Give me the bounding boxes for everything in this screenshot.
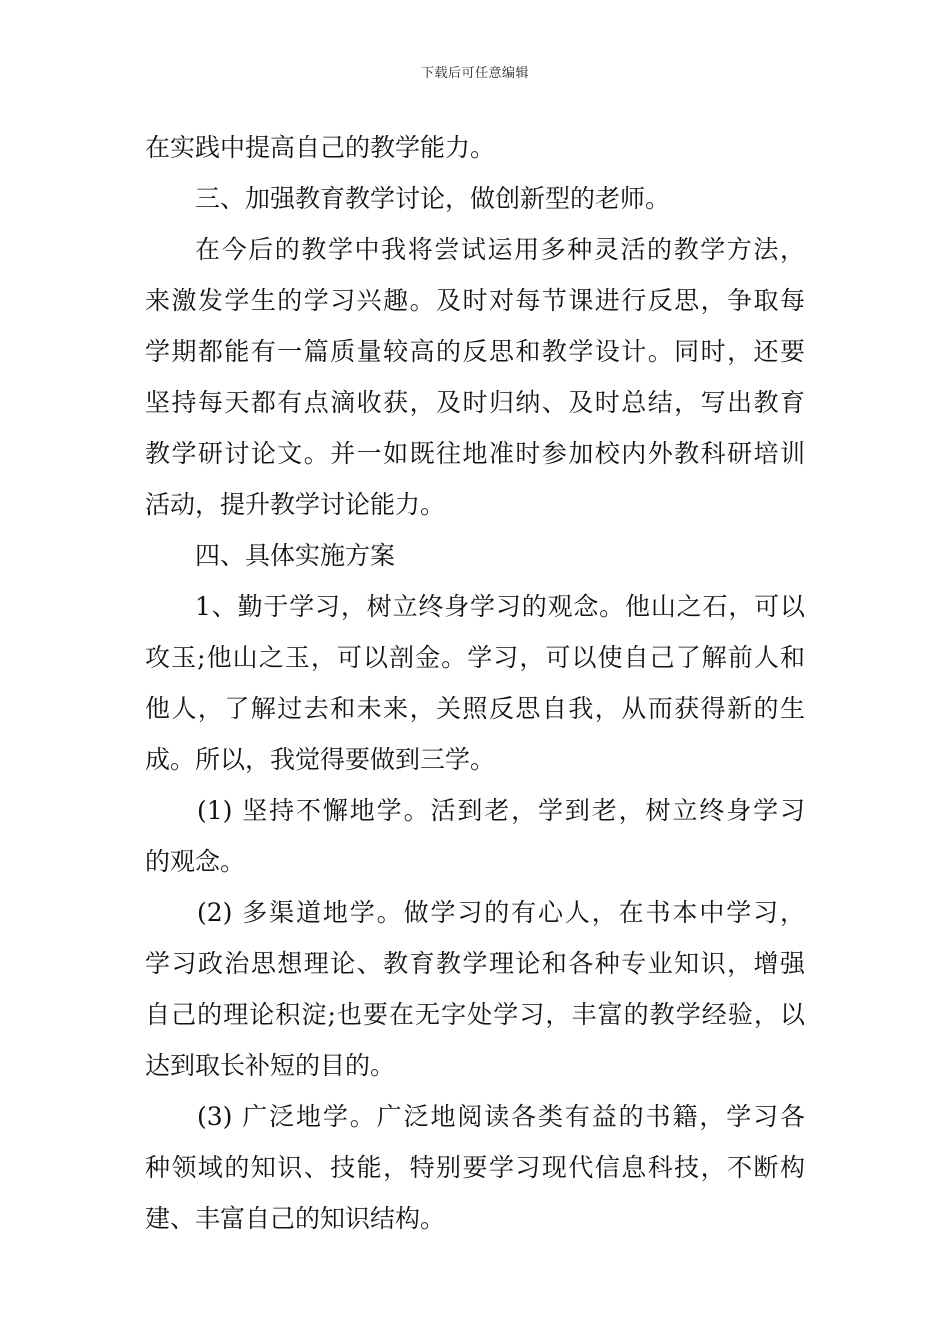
paragraph-line: 坚持每天都有点滴收获，及时归纳、及时总结，写出教育 [145, 388, 805, 417]
paragraph-line: 自己的理论积淀;也要在无字处学习，丰富的教学经验，以 [145, 1000, 805, 1029]
paragraph-line: 来激发学生的学习兴趣。及时对每节课进行反思，争取每 [145, 286, 805, 315]
sub-item-3: (3) 广泛地学。广泛地阅读各类有益的书籍，学习各 [197, 1102, 805, 1131]
paragraph-line: 在今后的教学中我将尝试运用多种灵活的教学方法， [195, 235, 805, 264]
paragraph-line: 的观念。 [145, 847, 246, 876]
paragraph-line: 种领域的知识、技能，特别要学习现代信息科技，不断构 [145, 1153, 805, 1182]
page-header: 下载后可任意编辑 [420, 66, 529, 81]
paragraph-line: 学习政治思想理论、教育教学理论和各种专业知识，增强 [145, 949, 805, 978]
paragraph-line: 活动，提升教学讨论能力。 [145, 490, 446, 519]
paragraph-line: 成。所以，我觉得要做到三学。 [145, 745, 496, 774]
sub-item-1: (1) 坚持不懈地学。活到老，学到老，树立终身学习 [197, 796, 805, 825]
paragraph-line: 攻玉;他山之玉，可以剖金。学习，可以使自己了解前人和 [145, 643, 805, 672]
list-item-1: 1、勤于学习，树立终身学习的观念。他山之石，可以 [195, 592, 805, 621]
section-heading-3: 三、加强教育教学讨论，做创新型的老师。 [195, 184, 671, 213]
paragraph-line: 学期都能有一篇质量较高的反思和教学设计。同时，还要 [145, 337, 805, 366]
paragraph-line: 达到取长补短的目的。 [145, 1051, 396, 1080]
sub-item-2: (2) 多渠道地学。做学习的有心人，在书本中学习， [197, 898, 805, 927]
paragraph-line: 在实践中提高自己的教学能力。 [145, 133, 496, 162]
document-body [145, 122, 805, 1244]
paragraph-line: 建、丰富自己的知识结构。 [145, 1204, 446, 1233]
section-heading-4: 四、具体实施方案 [195, 541, 396, 570]
paragraph-line: 他人，了解过去和未来，关照反思自我，从而获得新的生 [145, 694, 805, 723]
paragraph-line: 教学研讨论文。并一如既往地准时参加校内外教科研培训 [145, 439, 805, 468]
